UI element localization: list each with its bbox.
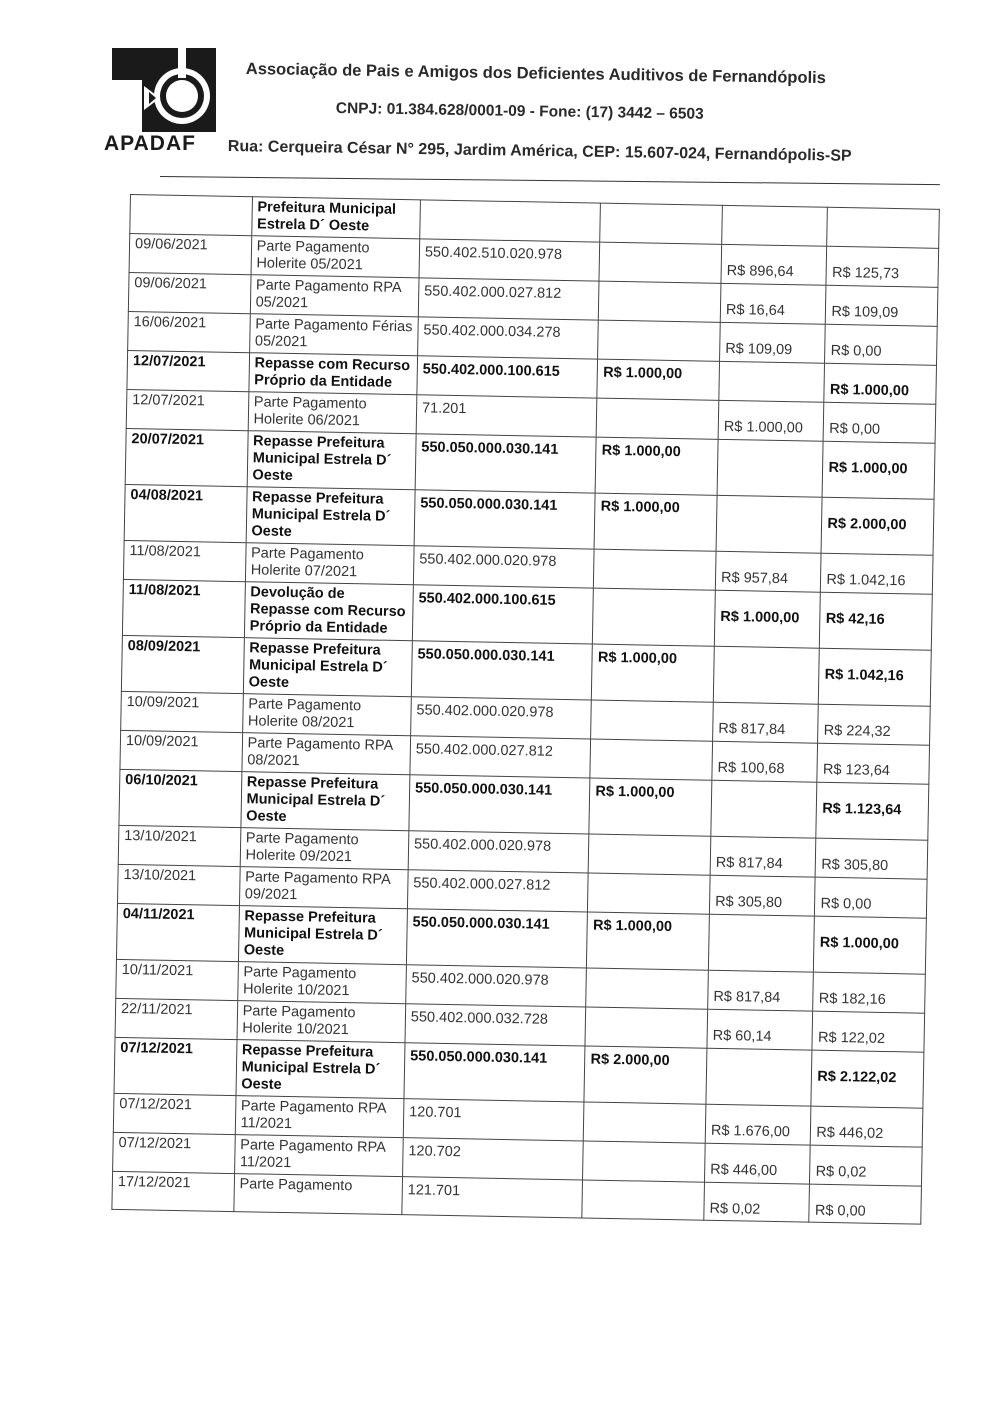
cell-account: 550.050.000.030.141 xyxy=(415,434,596,493)
cell-description: Parte Pagamento Holerite 05/2021 xyxy=(251,236,420,278)
cell-credit xyxy=(590,739,712,780)
cell-date: 20/07/2021 xyxy=(125,428,248,486)
cell-credit xyxy=(589,834,711,875)
cell-debit xyxy=(713,646,819,704)
cell-account: 550.402.000.020.978 xyxy=(406,965,587,1007)
cell-debit xyxy=(716,495,822,553)
cell-credit xyxy=(596,398,718,439)
cell-description: Parte Pagamento RPA 09/2021 xyxy=(239,867,408,909)
cell-balance: R$ 0,00 xyxy=(809,1184,921,1224)
cell-description: Repasse Prefeitura Municipal Estrela D´ Oeste xyxy=(241,772,410,831)
cell-date: 13/10/2021 xyxy=(117,864,239,905)
cell-balance: R$ 123,64 xyxy=(817,743,929,784)
logo-wordmark: APADAF xyxy=(104,132,196,155)
cell-credit xyxy=(599,242,721,283)
cell-date: 13/10/2021 xyxy=(118,825,240,866)
cell-date: 06/10/2021 xyxy=(119,769,242,827)
cell-credit xyxy=(584,1102,706,1143)
cell-balance: R$ 1.000,00 xyxy=(814,916,927,974)
cell-date: 11/08/2021 xyxy=(122,579,245,637)
financial-statement xyxy=(111,194,939,1225)
cell-description: Parte Pagamento Férias 05/2021 xyxy=(249,314,418,356)
cell-balance: R$ 0,02 xyxy=(810,1145,922,1186)
cell-credit xyxy=(583,1141,705,1182)
cell-date: 09/06/2021 xyxy=(129,234,251,275)
cell-account: 71.201 xyxy=(416,395,597,437)
letterhead xyxy=(0,0,992,200)
cell-account: 550.402.000.027.812 xyxy=(407,870,588,912)
cell-balance: R$ 0,00 xyxy=(815,877,927,918)
cell-debit xyxy=(722,205,828,246)
cell-account: 550.050.000.030.141 xyxy=(404,1043,585,1102)
cell-credit xyxy=(582,1180,704,1220)
cell-description: Repasse Prefeitura Municipal Estrela D´ Oeste xyxy=(247,431,416,490)
cell-debit xyxy=(711,780,817,838)
cell-description: Parte Pagamento RPA 08/2021 xyxy=(242,733,411,775)
cell-debit: R$ 446,00 xyxy=(705,1143,811,1184)
cell-balance: R$ 1.000,00 xyxy=(822,441,935,499)
cell-credit: R$ 2.000,00 xyxy=(584,1046,707,1104)
cell-date: 12/07/2021 xyxy=(127,350,249,391)
cell-balance: R$ 305,80 xyxy=(816,838,928,879)
cell-description: Parte Pagamento Holerite 10/2021 xyxy=(237,962,406,1004)
cell-credit: R$ 1.000,00 xyxy=(592,644,715,702)
cell-description: Parte Pagamento Holerite 07/2021 xyxy=(245,543,414,585)
cell-debit: R$ 817,84 xyxy=(713,702,819,743)
cell-balance xyxy=(827,207,939,248)
cell-description: Parte Pagamento Holerite 08/2021 xyxy=(242,694,411,736)
cell-credit xyxy=(585,1007,707,1048)
cell-description: Parte Pagamento RPA 05/2021 xyxy=(250,275,419,317)
cell-debit: R$ 817,84 xyxy=(708,970,814,1011)
cell-account: 120.701 xyxy=(403,1099,584,1141)
cell-date: 12/07/2021 xyxy=(126,389,248,430)
cell-date: 04/11/2021 xyxy=(116,903,239,961)
cell-date: 16/06/2021 xyxy=(128,311,250,352)
cell-account: 550.402.000.027.812 xyxy=(418,278,599,320)
cell-balance: R$ 2.122,02 xyxy=(811,1050,924,1108)
cell-credit xyxy=(599,281,721,322)
cell-balance: R$ 0,00 xyxy=(825,324,937,365)
cell-account: 550.402.000.100.615 xyxy=(417,356,598,398)
cell-debit: R$ 0,02 xyxy=(704,1182,810,1222)
cell-description: Parte Pagamento RPA 11/2021 xyxy=(235,1096,404,1138)
organization-cnpj-phone: CNPJ: 01.384.628/0001-09 - Fone: (17) 3442 – 6503 xyxy=(335,100,704,123)
cell-balance: R$ 1.000,00 xyxy=(824,363,936,404)
cell-balance: R$ 1.042,16 xyxy=(819,648,932,706)
cell-debit: R$ 817,84 xyxy=(710,836,816,877)
cell-date: 09/06/2021 xyxy=(128,272,250,313)
cell-debit: R$ 109,09 xyxy=(720,322,826,363)
cell-account: 550.402.000.020.978 xyxy=(408,831,589,873)
cell-balance: R$ 125,73 xyxy=(826,246,938,287)
cell-description: Repasse Prefeitura Municipal Estrela D´ Oeste xyxy=(238,906,407,965)
cell-account: 550.402.000.027.812 xyxy=(410,736,591,778)
cell-balance: R$ 224,32 xyxy=(818,704,930,745)
cell-debit: R$ 1.000,00 xyxy=(718,400,824,441)
cell-credit xyxy=(586,968,708,1009)
cell-account: 120.702 xyxy=(402,1138,583,1180)
header-divider xyxy=(160,176,940,185)
cell-description: Parte Pagamento xyxy=(234,1174,403,1215)
cell-description: Parte Pagamento Holerite 06/2021 xyxy=(248,392,417,434)
cell-debit xyxy=(717,439,823,497)
cell-date: 07/12/2021 xyxy=(113,1093,235,1134)
cell-balance: R$ 122,02 xyxy=(812,1011,924,1052)
cell-credit: R$ 1.000,00 xyxy=(597,359,719,400)
cell-credit xyxy=(588,873,710,914)
cell-account: 550.402.000.020.978 xyxy=(413,546,594,588)
cell-date: 22/11/2021 xyxy=(115,998,237,1039)
cell-date xyxy=(130,195,252,236)
cell-debit xyxy=(706,1048,812,1106)
cell-date: 17/12/2021 xyxy=(112,1171,234,1211)
cell-date: 10/09/2021 xyxy=(120,730,242,771)
cell-account: 550.402.000.020.978 xyxy=(411,697,592,739)
cell-description: Repasse Prefeitura Municipal Estrela D´ Oeste xyxy=(236,1040,405,1099)
cell-balance: R$ 182,16 xyxy=(813,972,925,1013)
cell-account: 550.050.000.030.141 xyxy=(411,641,592,700)
transactions-table xyxy=(111,194,939,1225)
cell-description: Repasse Prefeitura Municipal Estrela D´ Oeste xyxy=(246,487,415,546)
cell-debit: R$ 896,64 xyxy=(721,244,827,285)
cell-date: 10/11/2021 xyxy=(116,959,238,1000)
cell-description: Devolução de Repasse com Recurso Próprio da Entidade xyxy=(244,582,413,641)
cell-balance: R$ 0,00 xyxy=(824,402,936,443)
cell-debit: R$ 100,68 xyxy=(712,741,818,782)
cell-balance: R$ 446,02 xyxy=(811,1106,923,1147)
cell-account: 121.701 xyxy=(402,1177,583,1218)
organization-address: Rua: Cerqueira César N° 295, Jardim América, CEP: 15.607-024, Fernandópolis-SP xyxy=(227,138,852,165)
cell-account: 550.050.000.030.141 xyxy=(406,909,587,968)
cell-debit: R$ 1.000,00 xyxy=(714,590,820,648)
cell-balance: R$ 2.000,00 xyxy=(821,497,934,555)
organization-name: Associação de Pais e Amigos dos Deficientes Auditivos de Fernandópolis xyxy=(245,60,827,88)
cell-date: 07/12/2021 xyxy=(113,1132,235,1173)
transactions-body xyxy=(112,195,939,1225)
cell-credit xyxy=(594,549,716,590)
cell-date: 11/08/2021 xyxy=(123,540,245,581)
cell-debit: R$ 1.676,00 xyxy=(705,1104,811,1145)
cell-balance: R$ 1.123,64 xyxy=(816,782,929,840)
cell-date: 10/09/2021 xyxy=(121,691,243,732)
cell-description: Repasse com Recurso Próprio da Entidade xyxy=(249,353,418,395)
cell-debit: R$ 60,14 xyxy=(707,1009,813,1050)
cell-credit: R$ 1.000,00 xyxy=(587,912,710,970)
cell-account: 550.402.510.020.978 xyxy=(419,239,600,281)
cell-account: 550.050.000.030.141 xyxy=(414,490,595,549)
cell-description: Parte Pagamento Holerite 09/2021 xyxy=(240,828,409,870)
cell-debit xyxy=(719,361,825,402)
cell-balance: R$ 109,09 xyxy=(826,285,938,326)
cell-credit xyxy=(600,203,722,244)
cell-account: 550.402.000.034.278 xyxy=(418,317,599,359)
cell-description: Repasse Prefeitura Municipal Estrela D´ Oeste xyxy=(243,638,412,697)
cell-debit: R$ 16,64 xyxy=(720,283,826,324)
cell-date: 08/09/2021 xyxy=(121,635,244,693)
cell-debit: R$ 305,80 xyxy=(709,875,815,916)
cell-balance: R$ 1.042,16 xyxy=(821,553,933,594)
cell-credit: R$ 1.000,00 xyxy=(589,778,712,836)
cell-date: 04/08/2021 xyxy=(124,484,247,542)
cell-credit: R$ 1.000,00 xyxy=(594,493,717,551)
cell-description: Parte Pagamento Holerite 10/2021 xyxy=(237,1001,406,1043)
cell-description: Parte Pagamento RPA 11/2021 xyxy=(234,1135,403,1177)
cell-date: 07/12/2021 xyxy=(114,1037,237,1095)
cell-description: Prefeitura Municipal Estrela D´ Oeste xyxy=(251,197,420,239)
cell-account xyxy=(420,200,601,242)
cell-debit xyxy=(708,914,814,972)
cell-credit xyxy=(591,700,713,741)
cell-credit: R$ 1.000,00 xyxy=(595,437,718,495)
cell-account: 550.050.000.030.141 xyxy=(409,775,590,834)
cell-credit xyxy=(593,588,716,646)
cell-balance: R$ 42,16 xyxy=(820,592,933,650)
cell-debit: R$ 957,84 xyxy=(715,551,821,592)
cell-account: 550.402.000.100.615 xyxy=(412,585,593,644)
cell-credit xyxy=(598,320,720,361)
cell-account: 550.402.000.032.728 xyxy=(405,1004,586,1046)
